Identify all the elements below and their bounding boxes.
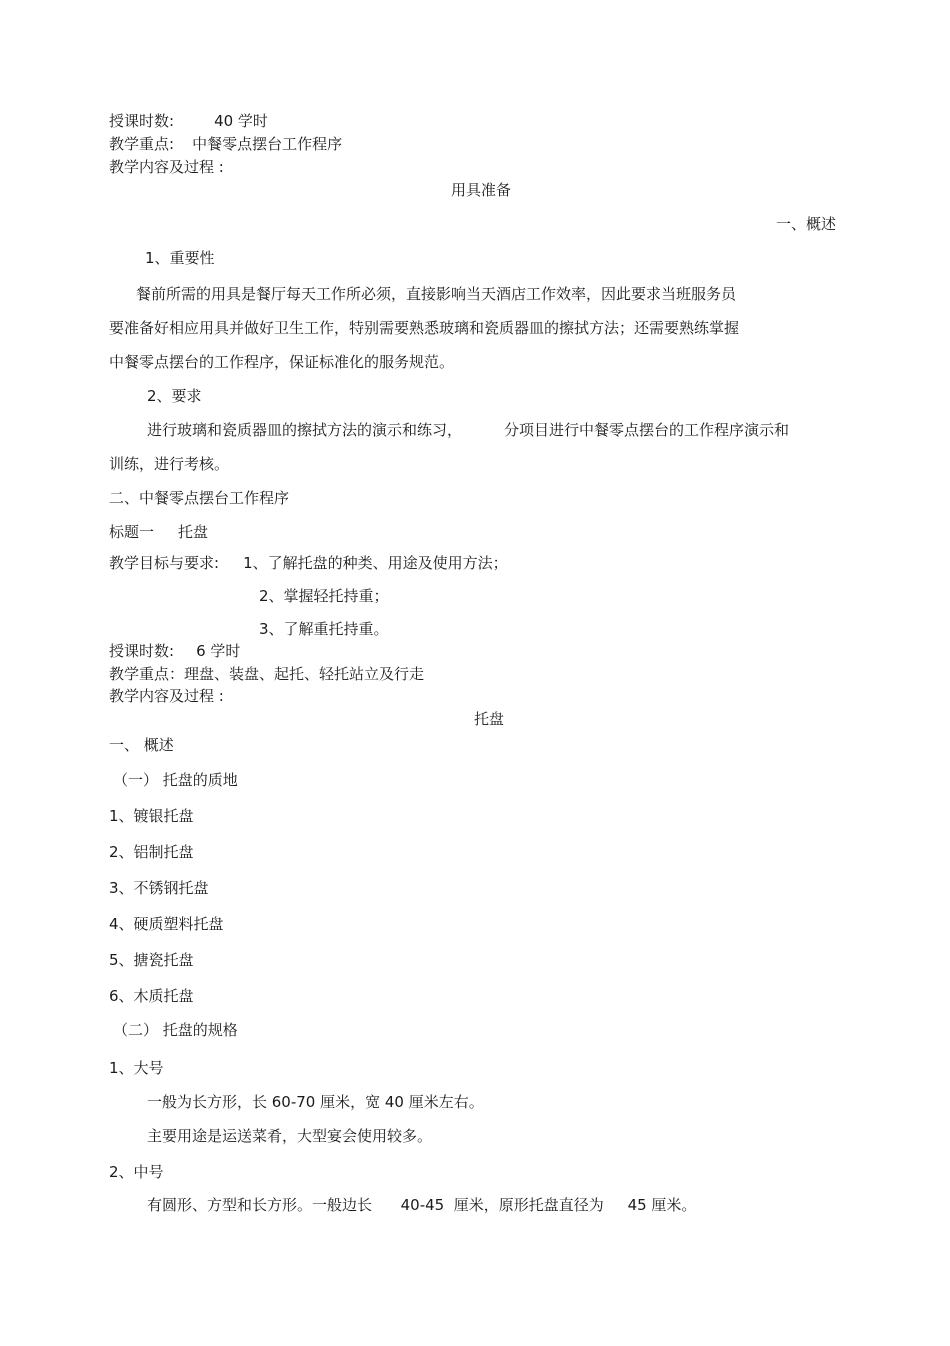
material-item: 2、铝制托盘 bbox=[109, 843, 194, 861]
goal-item: 2、掌握轻托持重； bbox=[259, 587, 389, 605]
section2-heading: 二、中餐零点摆台工作程序 bbox=[109, 489, 290, 507]
requirement-part-b: 分项目进行中餐零点摆台的工作程序演示和 bbox=[504, 421, 790, 439]
requirement-heading: 2、要求 bbox=[147, 387, 202, 405]
requirement-paragraph-1 bbox=[147, 420, 789, 440]
hours-value: 40 学时 bbox=[214, 112, 268, 130]
topic-hours-line bbox=[109, 641, 240, 661]
topic-label: 标题一 bbox=[109, 523, 155, 541]
medium-paragraph-1: 有圆形、方型和长方形。一般边长 40-45 厘米，原形托盘直径为 45 厘米。 bbox=[147, 1196, 697, 1214]
topic-line bbox=[109, 522, 208, 542]
content-label: 教学内容及过程 : bbox=[109, 158, 224, 176]
importance-paragraph-1: 餐前所需的用具是餐厅每天工作所必须，直接影响当天酒店工作效率，因此要求当班服务员 bbox=[136, 285, 737, 303]
focus-line bbox=[109, 134, 342, 154]
large-paragraph-1: 一般为长方形，长 60-70 厘米，宽 40 厘米左右。 bbox=[147, 1093, 484, 1111]
topic-overview: 一、 概述 bbox=[109, 736, 174, 754]
large-paragraph-2: 主要用途是运送菜肴，大型宴会使用较多。 bbox=[147, 1127, 433, 1145]
topic-hours-value: 6 学时 bbox=[196, 642, 241, 660]
section1-overview: 一、概述 bbox=[776, 215, 837, 233]
focus-value: 中餐零点摆台工作程序 bbox=[192, 135, 343, 153]
goal-item: 3、了解重托持重。 bbox=[259, 620, 389, 638]
focus-label: 教学重点: bbox=[109, 135, 175, 153]
goal-item: 1、了解托盘的种类、用途及使用方法； bbox=[243, 554, 508, 572]
hours-label: 授课时数: bbox=[109, 112, 175, 130]
topic-content-label: 教学内容及过程 : bbox=[109, 687, 224, 705]
importance-heading: 1、重要性 bbox=[145, 249, 215, 267]
topic-title: 托盘 bbox=[474, 710, 505, 728]
spec-heading: （二） 托盘的规格 bbox=[113, 1021, 238, 1039]
material-item: 1、镀银托盘 bbox=[109, 807, 194, 825]
material-item: 3、不锈钢托盘 bbox=[109, 879, 209, 897]
requirement-paragraph-2: 训练，进行考核。 bbox=[109, 455, 230, 473]
material-item: 4、硬质塑料托盘 bbox=[109, 915, 224, 933]
topic-focus-value: 理盘、装盘、起托、轻托站立及行走 bbox=[184, 665, 425, 683]
material-item: 6、木质托盘 bbox=[109, 987, 194, 1005]
material-item: 5、搪瓷托盘 bbox=[109, 951, 194, 969]
importance-paragraph-3: 中餐零点摆台的工作程序，保证标准化的服务规范。 bbox=[109, 353, 455, 371]
hours-line bbox=[109, 111, 268, 131]
section1-title: 用具准备 bbox=[451, 181, 512, 199]
goals-label: 教学目标与要求: bbox=[109, 554, 220, 572]
topic-value: 托盘 bbox=[178, 523, 209, 541]
medium-heading: 2、中号 bbox=[109, 1163, 164, 1181]
material-heading: （一） 托盘的质地 bbox=[113, 771, 238, 789]
requirement-part-a: 进行玻璃和瓷质器皿的擦拭方法的演示和练习， bbox=[147, 421, 463, 439]
importance-paragraph-2: 要准备好相应用具并做好卫生工作，特别需要熟悉玻璃和瓷质器皿的擦拭方法；还需要熟练掌握 bbox=[109, 319, 740, 337]
goals-line bbox=[109, 553, 508, 573]
topic-focus-line bbox=[109, 664, 424, 684]
large-heading: 1、大号 bbox=[109, 1059, 164, 1077]
topic-hours-label: 授课时数: bbox=[109, 642, 175, 660]
topic-focus-label: 教学重点： bbox=[109, 665, 185, 683]
